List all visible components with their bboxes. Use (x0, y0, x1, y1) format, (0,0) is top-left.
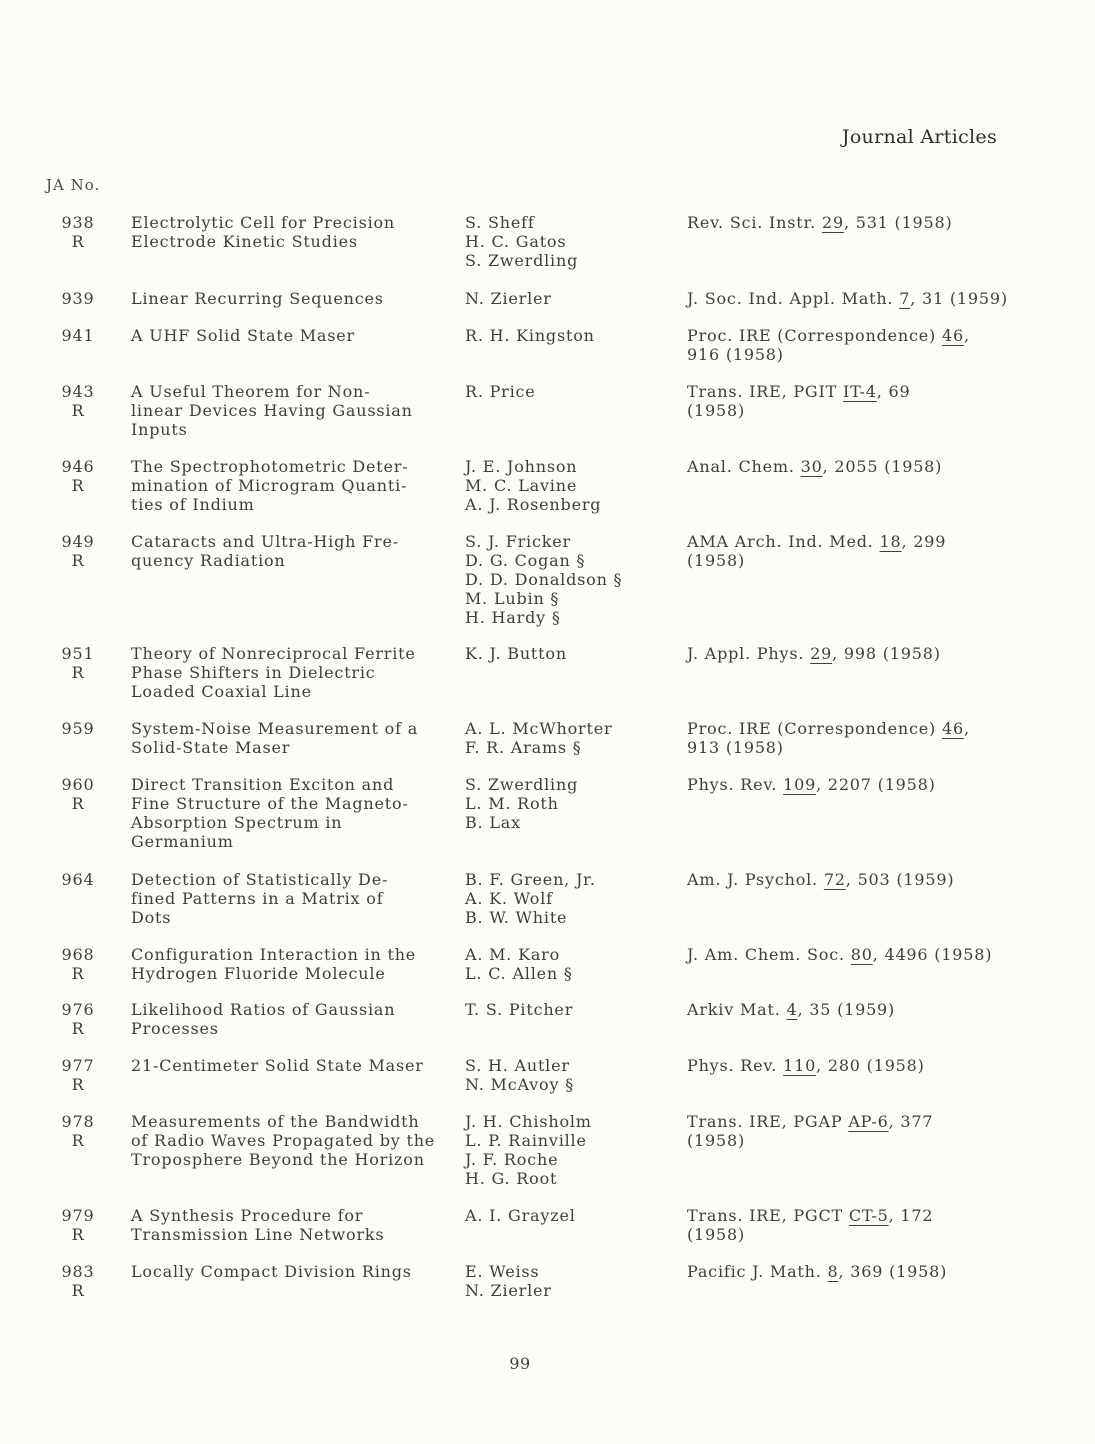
ja-number-value: 941 (61, 326, 95, 345)
article-title (131, 775, 451, 851)
article-title (131, 719, 451, 757)
volume-number: 46 (941, 719, 964, 738)
article-title (131, 457, 451, 514)
page-and-year: , 280 (1958) (816, 1056, 925, 1075)
article-title (131, 870, 451, 927)
author-name: S. Zwerdling (465, 251, 579, 270)
article-authors (465, 213, 675, 270)
ja-number-column-label: JA No. (46, 176, 101, 194)
article-title-line: Loaded Coaxial Line (131, 682, 312, 701)
article-title-line: Hydrogen Fluoride Molecule (131, 964, 386, 983)
article-title-line: Electrolytic Cell for Precision (131, 213, 396, 232)
article-title-line: Inputs (131, 420, 188, 439)
author-name: B. F. Green, Jr. (465, 870, 596, 889)
journal-name: Trans. IRE, PGCT (687, 1206, 849, 1225)
article-citation (687, 1056, 1007, 1075)
author-name: B. W. White (465, 908, 568, 927)
ja-number-value: 949 (61, 532, 95, 551)
ja-number (58, 213, 98, 251)
author-name: S. J. Fricker (465, 532, 571, 551)
author-name: J. H. Chisholm (465, 1112, 592, 1131)
author-name: R. Price (465, 382, 536, 401)
journal-name: Phys. Rev. (687, 775, 784, 794)
volume-number: 46 (941, 326, 964, 345)
journal-name: J. Soc. Ind. Appl. Math. (687, 289, 900, 308)
article-authors (465, 945, 675, 983)
article-authors (465, 1262, 675, 1300)
article-title-line: 21-Centimeter Solid State Maser (131, 1056, 424, 1075)
article-title-line: A Useful Theorem for Non- (131, 382, 371, 401)
author-name: S. Sheff (465, 213, 535, 232)
author-name: L. P. Rainville (465, 1131, 587, 1150)
volume-number: 109 (783, 775, 817, 794)
volume-number: 80 (850, 945, 873, 964)
journal-name: Phys. Rev. (687, 1056, 784, 1075)
author-name: L. M. Roth (465, 794, 559, 813)
author-name: H. Hardy § (465, 608, 561, 627)
article-authors (465, 532, 675, 627)
page-and-year: , 369 (1958) (838, 1262, 948, 1281)
article-authors (465, 1112, 675, 1188)
author-name: N. Zierler (465, 289, 552, 308)
journal-name: Trans. IRE, PGIT (687, 382, 843, 401)
citation-line (687, 289, 1007, 308)
article-title-line: mination of Microgram Quanti- (131, 476, 408, 495)
ja-number (58, 1112, 98, 1150)
author-name: E. Weiss (465, 1262, 540, 1281)
article-citation (687, 289, 1007, 308)
article-title-line: of Radio Waves Propagated by the (131, 1131, 436, 1150)
reprint-marker: R (71, 794, 85, 813)
ja-number (58, 1056, 98, 1094)
page-and-year: , (963, 326, 970, 345)
reprint-marker: R (71, 1019, 85, 1038)
ja-number-value: 938 (61, 213, 95, 232)
page-and-year: , 69 (876, 382, 911, 401)
article-title-line: Transmission Line Networks (131, 1225, 385, 1244)
author-name: A. K. Wolf (465, 889, 553, 908)
article-title (131, 326, 451, 345)
ja-number (58, 457, 98, 495)
ja-number-value: 960 (61, 775, 95, 794)
journal-name: J. Am. Chem. Soc. (687, 945, 851, 964)
article-title-line: Cataracts and Ultra-High Fre- (131, 532, 399, 551)
volume-number: 8 (827, 1262, 839, 1281)
citation-line-continued: 913 (1958) (687, 738, 784, 757)
ja-number-value: 959 (61, 719, 95, 738)
article-citation (687, 644, 1007, 663)
ja-number-value: 977 (61, 1056, 95, 1075)
ja-number-value: 964 (61, 870, 95, 889)
article-title-line: Solid-State Maser (131, 738, 291, 757)
reprint-marker: R (71, 476, 85, 495)
author-name: A. J. Rosenberg (465, 495, 602, 514)
ja-number-value: 946 (61, 457, 95, 476)
author-name: A. M. Karo (465, 945, 561, 964)
author-name: M. C. Lavine (465, 476, 578, 495)
journal-name: Pacific J. Math. (687, 1262, 828, 1281)
page-and-year: , 31 (1959) (910, 289, 1008, 308)
page-and-year: , 2207 (1958) (816, 775, 936, 794)
article-title (131, 1206, 451, 1244)
page-and-year: , 377 (888, 1112, 934, 1131)
article-authors (465, 1056, 675, 1094)
ja-number-value: 943 (61, 382, 95, 401)
author-name: N. McAvoy § (465, 1075, 574, 1094)
citation-line (687, 532, 1007, 551)
article-title (131, 1056, 451, 1075)
reprint-marker: R (71, 1281, 85, 1300)
volume-number: 29 (810, 644, 833, 663)
author-name: A. I. Grayzel (465, 1206, 576, 1225)
citation-line-continued: (1958) (687, 1225, 746, 1244)
citation-line (687, 1262, 1007, 1281)
citation-line-continued: 916 (1958) (687, 345, 784, 364)
journal-name: Anal. Chem. (687, 457, 801, 476)
volume-number: 18 (879, 532, 902, 551)
article-title (131, 644, 451, 701)
ja-number-value: 979 (61, 1206, 95, 1225)
author-name: S. Zwerdling (465, 775, 579, 794)
journal-name: J. Appl. Phys. (687, 644, 811, 663)
volume-number: 30 (800, 457, 823, 476)
journal-name: AMA Arch. Ind. Med. (687, 532, 880, 551)
article-title (131, 1262, 451, 1281)
article-citation (687, 382, 1007, 420)
volume-number: 7 (899, 289, 911, 308)
article-authors (465, 457, 675, 514)
page-and-year: , 299 (901, 532, 947, 551)
article-title-line: Direct Transition Exciton and (131, 775, 395, 794)
citation-line (687, 644, 1007, 663)
citation-line (687, 1206, 1007, 1225)
article-authors (465, 382, 675, 401)
reprint-marker: R (71, 1131, 85, 1150)
ja-number (58, 775, 98, 813)
volume-number: AP-6 (848, 1112, 889, 1131)
citation-line (687, 457, 1007, 476)
article-title-line: Fine Structure of the Magneto- (131, 794, 409, 813)
ja-number (58, 1000, 98, 1038)
journal-name: Rev. Sci. Instr. (687, 213, 822, 232)
author-name: H. C. Gatos (465, 232, 567, 251)
article-citation (687, 1206, 1007, 1244)
article-citation (687, 532, 1007, 570)
ja-number-value: 939 (61, 289, 95, 308)
article-authors (465, 775, 675, 832)
citation-line (687, 1056, 1007, 1075)
author-name: F. R. Arams § (465, 738, 582, 757)
journal-name: Trans. IRE, PGAP (687, 1112, 849, 1131)
article-title (131, 945, 451, 983)
volume-number: 72 (823, 870, 846, 889)
author-name: D. D. Donaldson § (465, 570, 623, 589)
article-authors (465, 289, 675, 308)
article-title-line: Electrode Kinetic Studies (131, 232, 358, 251)
article-title-line: Configuration Interaction in the (131, 945, 417, 964)
article-title-line: Phase Shifters in Dielectric (131, 663, 376, 682)
article-title-line: ties of Indium (131, 495, 255, 514)
article-citation (687, 457, 1007, 476)
article-citation (687, 1112, 1007, 1150)
article-title-line: linear Devices Having Gaussian (131, 401, 413, 420)
journal-name: Proc. IRE (Correspondence) (687, 719, 942, 738)
author-name: R. H. Kingston (465, 326, 595, 345)
reprint-marker: R (71, 551, 85, 570)
article-title (131, 382, 451, 439)
reprint-marker: R (71, 401, 85, 420)
article-citation (687, 1000, 1007, 1019)
page-and-year: , 2055 (1958) (822, 457, 943, 476)
citation-line (687, 1000, 1007, 1019)
citation-line-continued: (1958) (687, 551, 746, 570)
ja-number-value: 968 (61, 945, 95, 964)
article-title-line: quency Radiation (131, 551, 286, 570)
article-title-line: Likelihood Ratios of Gaussian (131, 1000, 396, 1019)
ja-number (58, 532, 98, 570)
ja-number (58, 289, 98, 308)
citation-line (687, 870, 1007, 889)
article-citation (687, 945, 1007, 964)
ja-number (58, 1262, 98, 1300)
citation-line (687, 945, 1007, 964)
article-authors (465, 719, 675, 757)
article-citation (687, 775, 1007, 794)
citation-line-continued: (1958) (687, 1131, 746, 1150)
citation-line (687, 382, 1007, 401)
volume-number: CT-5 (848, 1206, 889, 1225)
page-and-year: , (963, 719, 970, 738)
article-title-line: Processes (131, 1019, 219, 1038)
article-title (131, 1112, 451, 1169)
volume-number: 29 (821, 213, 844, 232)
ja-number (58, 644, 98, 682)
article-authors (465, 1206, 675, 1225)
article-title (131, 213, 451, 251)
page-and-year: , 35 (1959) (797, 1000, 896, 1019)
article-authors (465, 1000, 675, 1019)
article-title-line: Detection of Statistically De- (131, 870, 389, 889)
author-name: S. H. Autler (465, 1056, 570, 1075)
volume-number: IT-4 (843, 382, 877, 401)
author-name: B. Lax (465, 813, 521, 832)
ja-number (58, 870, 98, 889)
article-title-line: Absorption Spectrum in (131, 813, 343, 832)
article-title (131, 289, 451, 308)
article-title (131, 1000, 451, 1038)
author-name: D. G. Cogan § (465, 551, 586, 570)
page-and-year: , 503 (1959) (845, 870, 955, 889)
article-title-line: fined Patterns in a Matrix of (131, 889, 384, 908)
article-title-line: Measurements of the Bandwidth (131, 1112, 420, 1131)
page-and-year: , 998 (1958) (832, 644, 941, 663)
reprint-marker: R (71, 232, 85, 251)
article-title-line: The Spectrophotometric Deter- (131, 457, 409, 476)
citation-line (687, 1112, 1007, 1131)
article-citation (687, 1262, 1007, 1281)
ja-number (58, 719, 98, 738)
article-title-line: Linear Recurring Sequences (131, 289, 384, 308)
citation-line (687, 213, 1007, 232)
page-and-year: , 172 (888, 1206, 934, 1225)
author-name: K. J. Button (465, 644, 567, 663)
volume-number: 4 (786, 1000, 798, 1019)
author-name: H. G. Root (465, 1169, 558, 1188)
ja-number-value: 983 (61, 1262, 95, 1281)
article-citation (687, 719, 1007, 757)
ja-number-value: 978 (61, 1112, 95, 1131)
journal-name: Proc. IRE (Correspondence) (687, 326, 942, 345)
volume-number: 110 (783, 1056, 817, 1075)
journal-name: Am. J. Psychol. (687, 870, 824, 889)
article-authors (465, 644, 675, 663)
page-header-title: Journal Articles (841, 126, 997, 148)
author-name: L. C. Allen § (465, 964, 573, 983)
article-title-line: A Synthesis Procedure for (131, 1206, 364, 1225)
article-authors (465, 870, 675, 927)
citation-line-continued: (1958) (687, 401, 746, 420)
citation-line (687, 775, 1007, 794)
article-title-line: Theory of Nonreciprocal Ferrite (131, 644, 416, 663)
article-title-line: Troposphere Beyond the Horizon (131, 1150, 425, 1169)
author-name: M. Lubin § (465, 589, 560, 608)
author-name: A. L. McWhorter (465, 719, 613, 738)
ja-number (58, 326, 98, 345)
author-name: N. Zierler (465, 1281, 552, 1300)
ja-number-value: 951 (61, 644, 95, 663)
reprint-marker: R (71, 1225, 85, 1244)
article-citation (687, 213, 1007, 232)
ja-number (58, 945, 98, 983)
ja-number-value: 976 (61, 1000, 95, 1019)
author-name: T. S. Pitcher (465, 1000, 574, 1019)
article-citation (687, 870, 1007, 889)
page-and-year: , 4496 (1958) (872, 945, 993, 964)
page-number: 99 (509, 1354, 531, 1373)
reprint-marker: R (71, 964, 85, 983)
author-name: J. F. Roche (465, 1150, 559, 1169)
ja-number (58, 1206, 98, 1244)
reprint-marker: R (71, 663, 85, 682)
article-authors (465, 326, 675, 345)
article-title-line: A UHF Solid State Maser (131, 326, 355, 345)
journal-name: Arkiv Mat. (687, 1000, 787, 1019)
article-title-line: Germanium (131, 832, 234, 851)
article-title-line: Locally Compact Division Rings (131, 1262, 412, 1281)
reprint-marker: R (71, 1075, 85, 1094)
citation-line (687, 719, 1007, 738)
author-name: J. E. Johnson (465, 457, 578, 476)
ja-number (58, 382, 98, 420)
page-and-year: , 531 (1958) (843, 213, 953, 232)
article-title (131, 532, 451, 570)
article-citation (687, 326, 1007, 364)
citation-line (687, 326, 1007, 345)
article-title-line: System-Noise Measurement of a (131, 719, 419, 738)
article-title-line: Dots (131, 908, 172, 927)
